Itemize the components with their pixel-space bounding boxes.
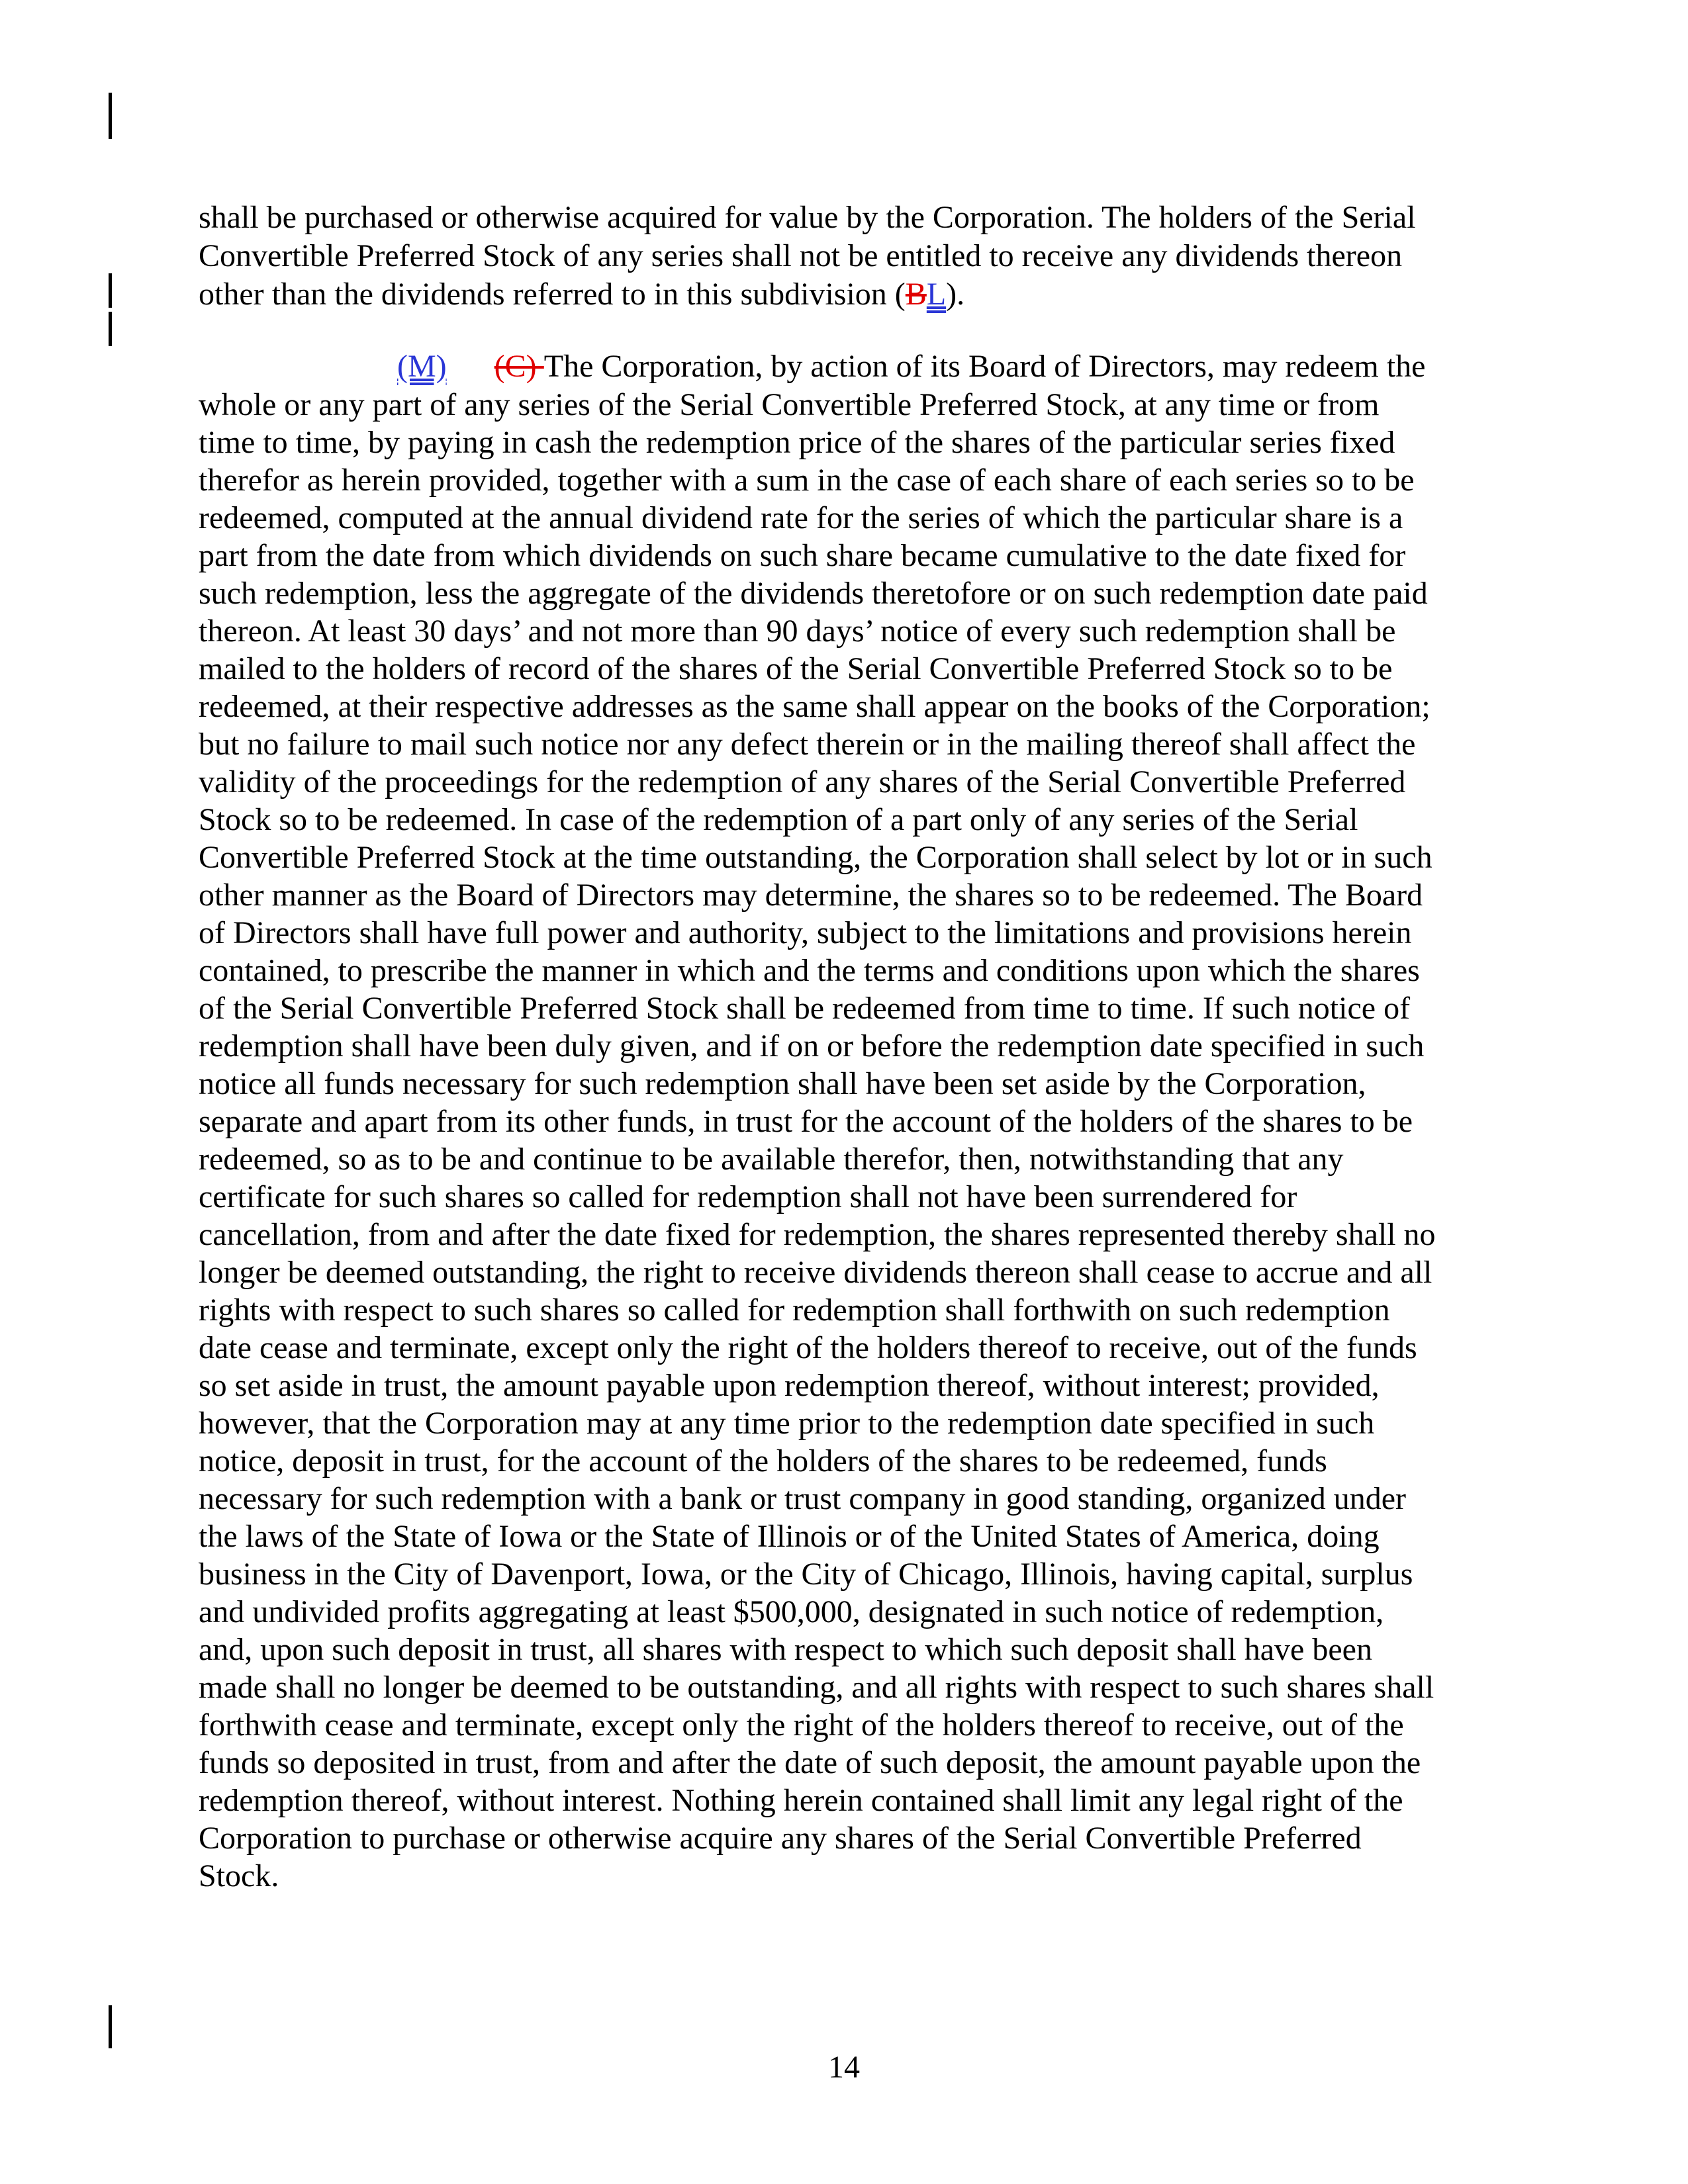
paragraph-m-first-text: The Corporation, by action of its Board of Directors, may redeem the [543, 349, 1426, 384]
paragraph-m-line-16: contained, to prescribe the manner in which and the terms and conditions upon which the shares [199, 953, 1420, 988]
paragraph-m-line-33: and undivided profits aggregating at least $500,000, designated in such notice of redemption, [199, 1594, 1384, 1629]
paragraph-m-line-12: Stock so to be redeemed. In case of the redemption of a part only of any series of the Serial [199, 802, 1358, 837]
paragraph-m-line-26: date cease and terminate, except only the right of the holders thereof to receive, out of the funds [199, 1330, 1417, 1365]
intro-line-3 [199, 275, 964, 314]
paragraph-m-line-18: redemption shall have been duly given, and if on or before the redemption date specified in such [199, 1028, 1425, 1064]
page-number: 14 [828, 2050, 860, 2085]
paragraph-m-line-27: so set aside in trust, the amount payable upon redemption thereof, without interest; provided, [199, 1368, 1380, 1403]
change-bar-top [109, 93, 112, 139]
paragraph-m-line-35: made shall no longer be deemed to be outstanding, and all rights with respect to such shares shall [199, 1670, 1434, 1705]
paragraph-m-line-36: forthwith cease and terminate, except only the right of the holders thereof to receive, out of the [199, 1707, 1404, 1743]
change-bar-bottom [109, 2005, 112, 2048]
paragraph-m-line-7: thereon. At least 30 days’ and not more than 90 days’ notice of every such redemption shall be [199, 614, 1396, 649]
paragraph-m-line-21: redeemed, so as to be and continue to be available therefor, then, notwithstanding that any [199, 1142, 1344, 1177]
paragraph-m-line-31: the laws of the State of Iowa or the State of Illinois or of the United States of America, doing [199, 1519, 1380, 1554]
paragraph-m-line-24: longer be deemed outstanding, the right to receive dividends thereon shall cease to accrue and all [199, 1255, 1432, 1290]
paragraph-m-line-37: funds so deposited in trust, from and after the date of such deposit, the amount payable upon the [199, 1745, 1421, 1780]
paragraph-m-line-38: redemption thereof, without interest. Nothing herein contained shall limit any legal right of the [199, 1783, 1403, 1818]
intro-line-3-suffix: ). [946, 277, 965, 312]
paragraph-m-line-25: rights with respect to such shares so called for redemption shall forthwith on such redemption [199, 1293, 1390, 1328]
paragraph-m-line-2: time to time, by paying in cash the redemption price of the shares of the particular series fixed [199, 425, 1395, 460]
deleted-label-c: (C) [494, 349, 544, 384]
paragraph-m-line-22: certificate for such shares so called for redemption shall not have been surrendered for [199, 1179, 1297, 1214]
intro-line-1: shall be purchased or otherwise acquired for value by the Corporation. The holders of the Serial [199, 200, 1416, 235]
paragraph-m-line-17: of the Serial Convertible Preferred Stock shall be redeemed from time to time. If such notice of [199, 991, 1411, 1026]
paragraph-m-line-34: and, upon such deposit in trust, all shares with respect to which such deposit shall have been [199, 1632, 1372, 1667]
paragraph-m-line-8: mailed to the holders of record of the shares of the Serial Convertible Preferred Stock so to be [199, 651, 1393, 686]
inserted-label-m: (M) [397, 349, 447, 384]
inserted-reference-l: L [926, 277, 947, 312]
intro-line-2: Convertible Preferred Stock of any series shall not be entitled to receive any dividends thereon [199, 238, 1403, 273]
paragraph-m-line-10: but no failure to mail such notice nor any defect therein or in the mailing thereof shall affect the [199, 727, 1416, 762]
intro-line-3-prefix: other than the dividends referred to in this subdivision ( [199, 277, 906, 312]
paragraph-m-line-6: such redemption, less the aggregate of the dividends theretofore or on such redemption date paid [199, 576, 1428, 611]
paragraph-m-line-5: part from the date from which dividends on such share became cumulative to the date fixed for [199, 538, 1406, 573]
paragraph-m-line-40: Stock. [199, 1858, 279, 1893]
deleted-reference-b: B [905, 277, 927, 312]
paragraph-m-first-line [397, 347, 1425, 386]
paragraph-m-line-13: Convertible Preferred Stock at the time outstanding, the Corporation shall select by lot or in such [199, 840, 1432, 875]
change-bar-intro [109, 273, 112, 308]
paragraph-m-line-23: cancellation, from and after the date fixed for redemption, the shares represented thereby shall no [199, 1217, 1436, 1252]
paragraph-m-line-30: necessary for such redemption with a bank or trust company in good standing, organized under [199, 1481, 1406, 1516]
change-bar-paragraph-m [109, 312, 112, 346]
paragraph-m-line-3: therefor as herein provided, together with a sum in the case of each share of each series so to be [199, 463, 1415, 498]
paragraph-m-line-28: however, that the Corporation may at any time prior to the redemption date specified in such [199, 1406, 1375, 1441]
paragraph-m-line-15: of Directors shall have full power and authority, subject to the limitations and provisions herein [199, 915, 1412, 950]
paragraph-m-line-1: whole or any part of any series of the Serial Convertible Preferred Stock, at any time or from [199, 387, 1380, 422]
paragraph-m-line-29: notice, deposit in trust, for the account of the holders of the shares to be redeemed, funds [199, 1443, 1327, 1479]
paragraph-m-line-4: redeemed, computed at the annual dividend rate for the series of which the particular share is a [199, 500, 1403, 535]
paragraph-m-line-39: Corporation to purchase or otherwise acquire any shares of the Serial Convertible Preferred [199, 1821, 1362, 1856]
paragraph-m-line-9: redeemed, at their respective addresses as the same shall appear on the books of the Corporation; [199, 689, 1430, 724]
paragraph-m-line-14: other manner as the Board of Directors may determine, the shares so to be redeemed. The Board [199, 878, 1423, 913]
paragraph-m-line-19: notice all funds necessary for such redemption shall have been set aside by the Corporation, [199, 1066, 1366, 1101]
paragraph-m-line-11: validity of the proceedings for the redemption of any shares of the Serial Convertible Preferred [199, 764, 1406, 799]
paragraph-m-line-20: separate and apart from its other funds, in trust for the account of the holders of the shares to be [199, 1104, 1413, 1139]
paragraph-m-line-32: business in the City of Davenport, Iowa, or the City of Chicago, Illinois, having capital, surplus [199, 1557, 1413, 1592]
